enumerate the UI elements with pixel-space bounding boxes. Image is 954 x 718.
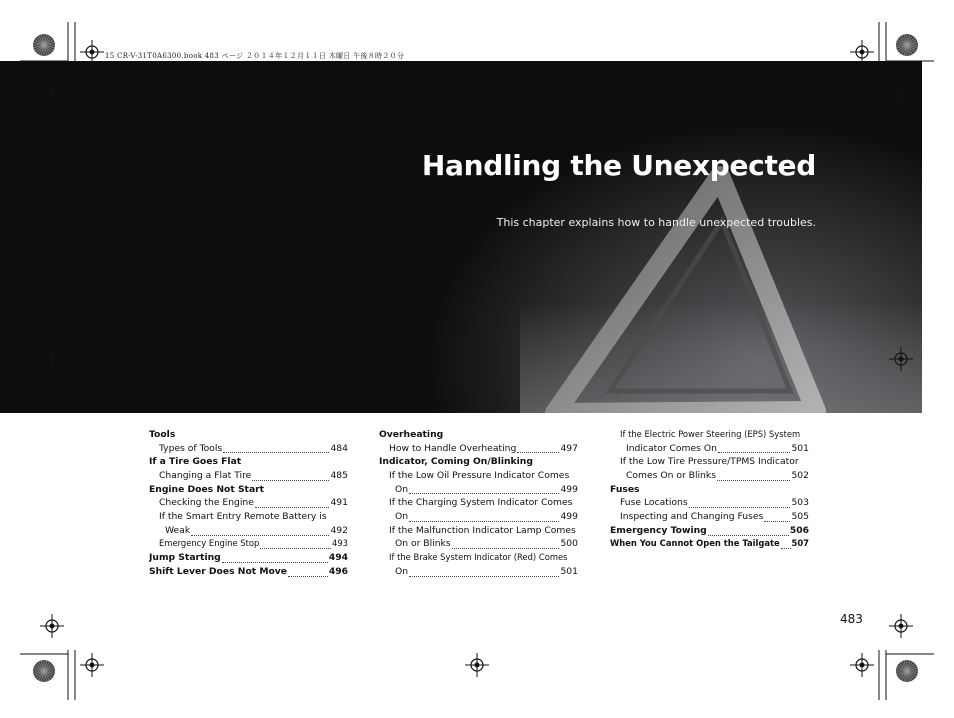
toc-leader-dots bbox=[222, 554, 328, 563]
warning-triangle-image bbox=[0, 61, 922, 413]
toc-entry bbox=[379, 551, 578, 565]
toc-entry[interactable] bbox=[610, 510, 809, 524]
toc-entry-text: Jump Starting bbox=[149, 552, 221, 564]
toc-entry-page: 484 bbox=[330, 442, 348, 454]
toc-entry[interactable] bbox=[610, 496, 809, 510]
toc-entry-page: 491 bbox=[330, 497, 348, 509]
toc-entry-page: 505 bbox=[791, 511, 809, 523]
toc-entry[interactable] bbox=[149, 496, 348, 510]
toc-entry bbox=[379, 455, 578, 469]
toc-entry[interactable] bbox=[379, 442, 578, 456]
toc-leader-dots bbox=[708, 527, 789, 536]
color-bar-target-icon bbox=[33, 34, 55, 56]
toc-entry-page: 506 bbox=[789, 524, 809, 536]
color-bar-target-icon bbox=[33, 660, 55, 682]
toc-entry bbox=[379, 469, 578, 483]
toc-entry-text: On bbox=[395, 483, 409, 495]
toc-entry-text: Weak bbox=[165, 524, 191, 536]
toc-entry[interactable] bbox=[149, 524, 348, 538]
toc-entry[interactable] bbox=[379, 483, 578, 497]
toc-entry-text: Engine Does Not Start bbox=[149, 483, 265, 495]
toc-entry-text: On or Blinks bbox=[395, 538, 451, 550]
toc-leader-dots bbox=[764, 513, 790, 522]
toc-entry-text: Comes On or Blinks bbox=[626, 470, 716, 482]
toc-entry-text: Fuses bbox=[610, 483, 640, 495]
toc-entry-text: Types of Tools bbox=[159, 442, 223, 454]
registration-mark-icon bbox=[80, 653, 104, 677]
toc-entry-text: Checking the Engine bbox=[159, 497, 254, 509]
chapter-title: Handling the Unexpected bbox=[421, 149, 816, 182]
registration-mark-icon bbox=[850, 653, 874, 677]
toc-entry bbox=[379, 428, 578, 442]
toc-entry[interactable] bbox=[149, 551, 348, 565]
toc-entry-text: Indicator, Coming On/Blinking bbox=[379, 456, 533, 468]
toc-leader-dots bbox=[517, 444, 559, 453]
toc-entry bbox=[149, 455, 348, 469]
toc-column-3 bbox=[610, 428, 809, 551]
toc-entry bbox=[610, 455, 809, 469]
toc-leader-dots bbox=[255, 499, 330, 508]
toc-entry-page: 507 bbox=[791, 538, 809, 549]
toc-entry bbox=[149, 428, 348, 442]
toc-entry bbox=[149, 510, 348, 524]
toc-entry-text: Tools bbox=[149, 428, 176, 440]
toc-entry-text: If the Low Tire Pressure/TPMS Indicator bbox=[620, 456, 799, 468]
toc-entry[interactable] bbox=[379, 565, 578, 579]
toc-leader-dots bbox=[252, 472, 329, 481]
toc-entry bbox=[610, 428, 809, 442]
toc-entry-page: 501 bbox=[791, 442, 809, 454]
toc-entry-page: 485 bbox=[330, 470, 348, 482]
toc-entry-text: If the Charging System Indicator Comes bbox=[389, 497, 573, 509]
toc-entry-page: 503 bbox=[791, 497, 809, 509]
toc-entry-text: If the Smart Entry Remote Battery is bbox=[159, 511, 327, 523]
toc-leader-dots bbox=[689, 499, 791, 508]
registration-mark-icon bbox=[40, 614, 64, 638]
toc-entry-page: 492 bbox=[330, 524, 348, 536]
toc-entry[interactable] bbox=[610, 524, 809, 538]
toc-leader-dots bbox=[223, 444, 329, 453]
toc-entry[interactable] bbox=[610, 469, 809, 483]
chapter-banner bbox=[0, 61, 922, 413]
toc-entry-text: If the Brake System Indicator (Red) Comes bbox=[389, 552, 568, 563]
toc-entry[interactable] bbox=[610, 538, 809, 552]
toc-entry bbox=[149, 483, 348, 497]
toc-entry-page: 500 bbox=[560, 538, 578, 550]
toc-entry-text: On bbox=[395, 565, 409, 577]
toc-entry-text: If a Tire Goes Flat bbox=[149, 456, 242, 468]
toc-entry-text: Indicator Comes On bbox=[626, 442, 717, 454]
toc-leader-dots bbox=[717, 472, 790, 481]
toc-leader-dots bbox=[409, 485, 559, 494]
toc-column-1 bbox=[149, 428, 348, 579]
toc-entry bbox=[379, 496, 578, 510]
toc-entry-text: Overheating bbox=[379, 428, 444, 440]
toc-entry-text: Fuse Locations bbox=[620, 497, 688, 509]
toc-leader-dots bbox=[260, 540, 331, 549]
color-bar-target-icon bbox=[896, 34, 918, 56]
toc-entry[interactable] bbox=[610, 442, 809, 456]
toc-entry-page: 502 bbox=[791, 470, 809, 482]
toc-entry-text: Emergency Towing bbox=[610, 524, 707, 536]
toc-entry-text: Changing a Flat Tire bbox=[159, 470, 252, 482]
toc-entry bbox=[610, 483, 809, 497]
toc-leader-dots bbox=[409, 568, 559, 577]
toc-entry[interactable] bbox=[149, 442, 348, 456]
page-number: 483 bbox=[840, 612, 863, 626]
toc-entry-text: On bbox=[395, 511, 409, 523]
toc-entry-text: Inspecting and Changing Fuses bbox=[620, 511, 764, 523]
toc-leader-dots bbox=[781, 540, 791, 549]
toc-entry-page: 499 bbox=[560, 483, 578, 495]
toc-entry[interactable] bbox=[379, 538, 578, 552]
toc-leader-dots bbox=[452, 540, 560, 549]
color-bar-target-icon bbox=[896, 660, 918, 682]
registration-mark-icon bbox=[465, 653, 489, 677]
toc-entry-text: When You Cannot Open the Tailgate bbox=[610, 538, 780, 549]
registration-mark-icon bbox=[889, 614, 913, 638]
toc-column-2 bbox=[379, 428, 578, 579]
toc-leader-dots bbox=[409, 513, 559, 522]
toc-entry[interactable] bbox=[149, 565, 348, 579]
toc-entry[interactable] bbox=[149, 538, 348, 552]
chapter-description: This chapter explains how to handle unexpected troubles. bbox=[496, 216, 816, 229]
toc-entry-text: If the Electric Power Steering (EPS) System bbox=[620, 428, 801, 439]
toc-leader-dots bbox=[191, 527, 329, 536]
toc-entry-page: 493 bbox=[332, 538, 348, 549]
toc-entry[interactable] bbox=[149, 469, 348, 483]
toc-entry bbox=[379, 524, 578, 538]
toc-entry-page: 497 bbox=[560, 442, 578, 454]
toc-entry-text: Emergency Engine Stop bbox=[159, 538, 260, 549]
toc-leader-dots bbox=[718, 444, 791, 453]
toc-entry-text: Shift Lever Does Not Move bbox=[149, 565, 288, 577]
print-header: 15 CR-V-31T0A6300.book 483 ページ ２０１４年１２月１１日 木曜日 午後８時２０分 bbox=[105, 52, 405, 60]
toc-entry[interactable] bbox=[379, 510, 578, 524]
toc-entry-page: 499 bbox=[560, 511, 578, 523]
toc-entry-page: 496 bbox=[328, 565, 348, 577]
toc-entry-text: How to Handle Overheating bbox=[389, 442, 517, 454]
toc-entry-text: If the Low Oil Pressure Indicator Comes bbox=[389, 470, 570, 482]
toc-entry-text: If the Malfunction Indicator Lamp Comes bbox=[389, 524, 576, 536]
toc-entry-page: 501 bbox=[560, 565, 578, 577]
toc-leader-dots bbox=[288, 568, 328, 577]
toc-entry-page: 494 bbox=[328, 552, 348, 564]
